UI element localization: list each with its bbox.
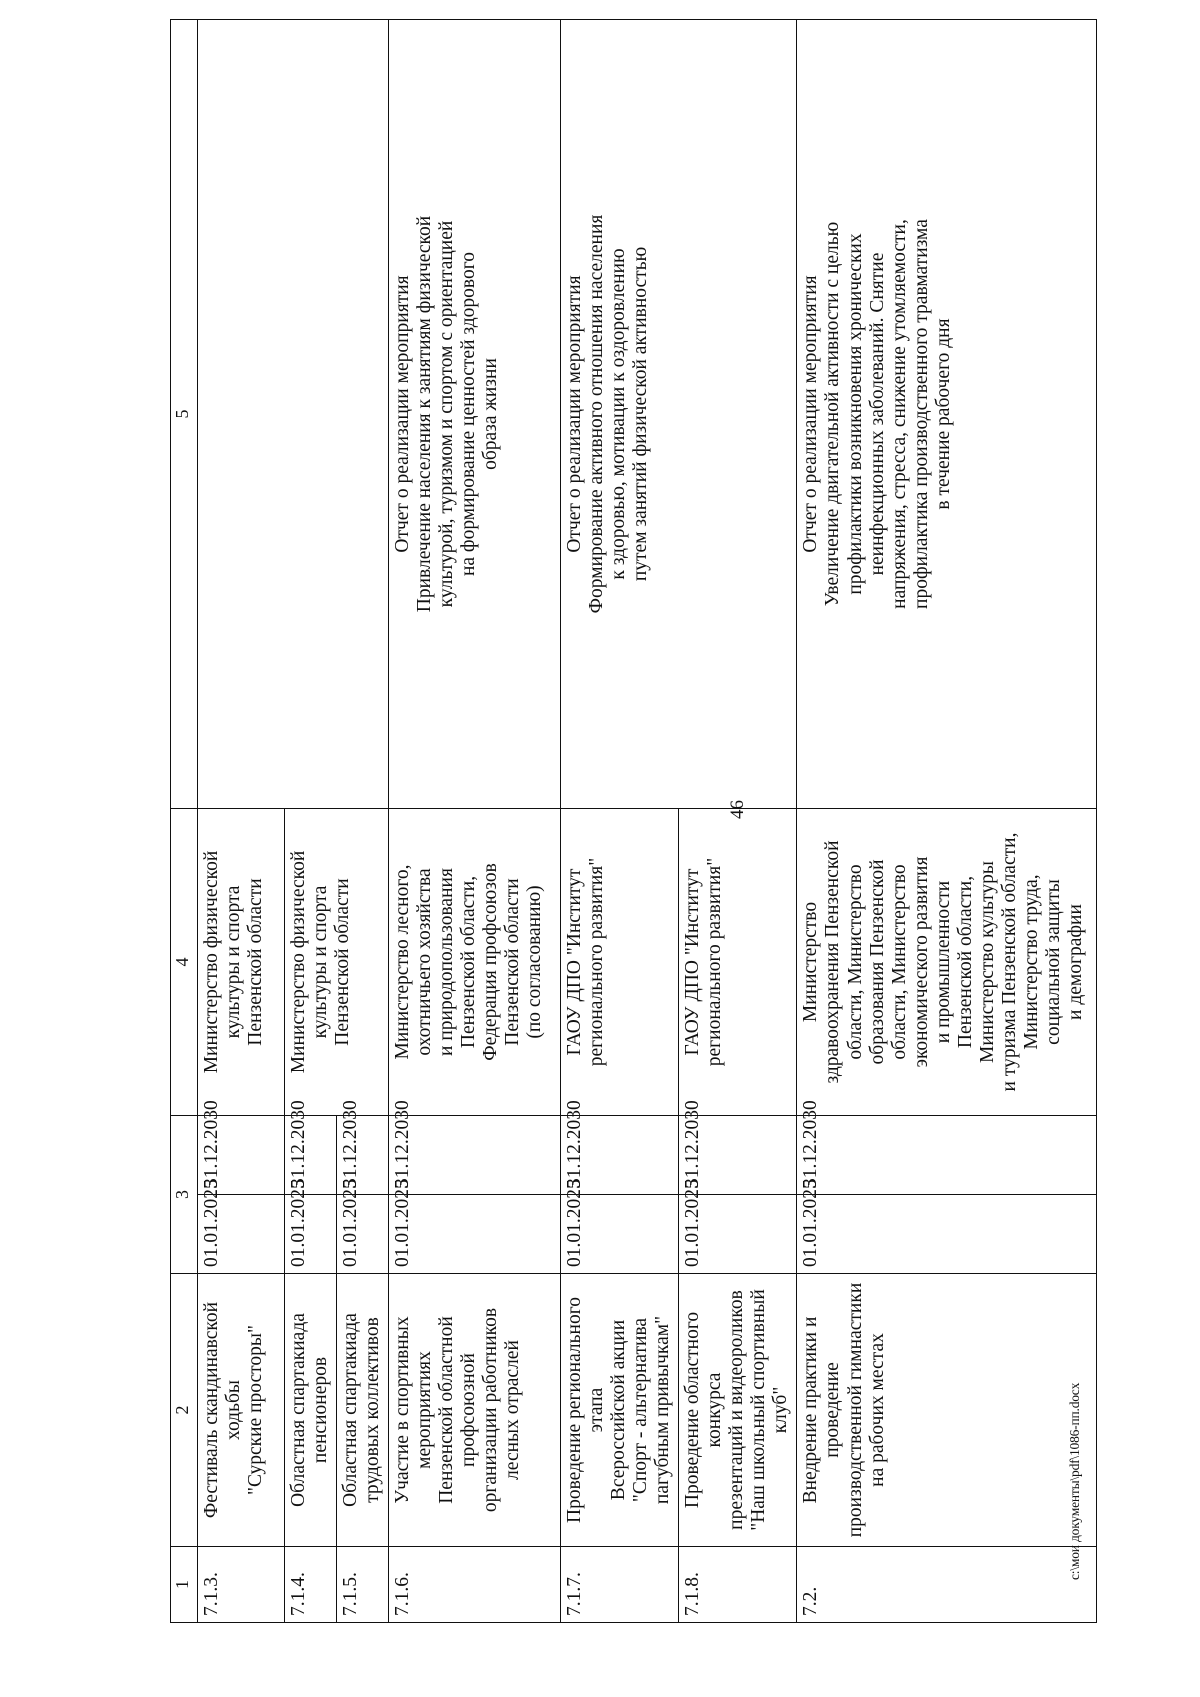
end-date: 31.12.2030	[198, 1116, 285, 1195]
end-date: 31.12.2030	[285, 1116, 337, 1195]
expected-result	[198, 20, 389, 809]
plan-table	[170, 19, 1097, 1623]
activity-name: Внедрение практики и проведение производственной гимнастики на рабочих местах	[797, 1274, 1097, 1547]
end-date: 31.12.2030	[389, 1116, 561, 1195]
expected-result: Отчет о реализации мероприятия Привлечение населения к занятиям физической культурой, туризмом и спортом с ориентацией на формирование ценностей здорового образа жизни	[389, 20, 561, 809]
table-row	[561, 20, 679, 1623]
table-row	[198, 20, 285, 1623]
footer-file-path: c:\мои документы\pdf\1086-пп.docx	[1067, 1382, 1082, 1580]
row-number: 7.1.6.	[389, 1547, 561, 1623]
row-number: 7.1.3.	[198, 1547, 285, 1623]
activity-name	[561, 1274, 679, 1547]
end-date: 31.12.2030	[679, 1116, 797, 1195]
expected-result: Отчет о реализации мероприятия Формирование активного отношения населения к здоровью, мотивации к оздоровлению путем занятий физической активностью	[561, 20, 797, 809]
start-date: 01.01.2025	[285, 1195, 337, 1274]
start-date: 01.01.2025	[679, 1195, 797, 1274]
responsible-org: Министерство лесного, охотничьего хозяйства и природопользования Пензенской области, Федерация профсоюзов Пензенской области (по согласованию)	[389, 809, 561, 1116]
end-date: 31.12.2030	[561, 1116, 679, 1195]
header-col-2: 2	[171, 1274, 198, 1547]
start-date: 01.01.2025	[337, 1195, 389, 1274]
start-date: 01.01.2025	[198, 1195, 285, 1274]
start-date: 01.01.2025	[797, 1195, 1097, 1274]
row-number: 7.1.7.	[561, 1547, 679, 1623]
activity-name-text: Проведение регионального этапа Всероссийской акции "Спорт - альтернатива пагубным привычкам"	[564, 1297, 674, 1523]
activity-name: Проведение областного конкурса презентаций и видеороликов "Наш школьный спортивный клуб"	[679, 1274, 797, 1547]
activity-name: Фестиваль скандинавской ходьбы "Сурские просторы"	[198, 1274, 285, 1547]
responsible-org: ГАОУ ДПО "Институт регионального развития"	[561, 809, 679, 1116]
table-row	[797, 20, 1097, 1623]
row-number: 7.1.5.	[337, 1547, 389, 1623]
header-col-1: 1	[171, 1547, 198, 1623]
responsible-org: Министерство здравоохранения Пензенской области, Министерство образования Пензенской области, Министерство экономического развития и промышленности Пензенской области, Министерство культуры и туризма Пензенской области, Министерство труда, социальной защиты и демографии	[797, 809, 1097, 1116]
row-number: 7.2.	[797, 1547, 1097, 1623]
activity-name: Участие в спортивных мероприятиях Пензенской областной профсоюзной организации работников лесных отраслей	[389, 1274, 561, 1547]
activity-name: Областная спартакиада пенсионеров	[285, 1274, 337, 1547]
start-date: 01.01.2025	[389, 1195, 561, 1274]
row-number: 7.1.4.	[285, 1547, 337, 1623]
header-row	[171, 20, 198, 1623]
responsible-org: ГАОУ ДПО "Институт регионального развития"	[679, 809, 797, 1116]
row-number: 7.1.8.	[679, 1547, 797, 1623]
table-row	[389, 20, 561, 1623]
responsible-org: Министерство физической культуры и спорта Пензенской области	[285, 809, 389, 1116]
end-date: 31.12.2030	[337, 1116, 389, 1195]
header-col-5: 5	[171, 20, 198, 809]
header-col-3: 3	[171, 1116, 198, 1274]
end-date: 31.12.2030	[797, 1116, 1097, 1195]
header-col-4: 4	[171, 809, 198, 1116]
expected-result: Отчет о реализации мероприятия Увеличение двигательной активности с целью профилактики возникновения хронических неинфекционных заболеваний. Снятие напряжения, стресса, снижение утомляемости, профилактика производственного травматизма в течение рабочего дня	[797, 20, 1097, 809]
responsible-org: Министерство физической культуры и спорта Пензенской области	[198, 809, 285, 1116]
start-date: 01.01.2025	[561, 1195, 679, 1274]
page-number: 46	[727, 800, 748, 819]
activity-name: Областная спартакиада трудовых коллективов	[337, 1274, 389, 1547]
